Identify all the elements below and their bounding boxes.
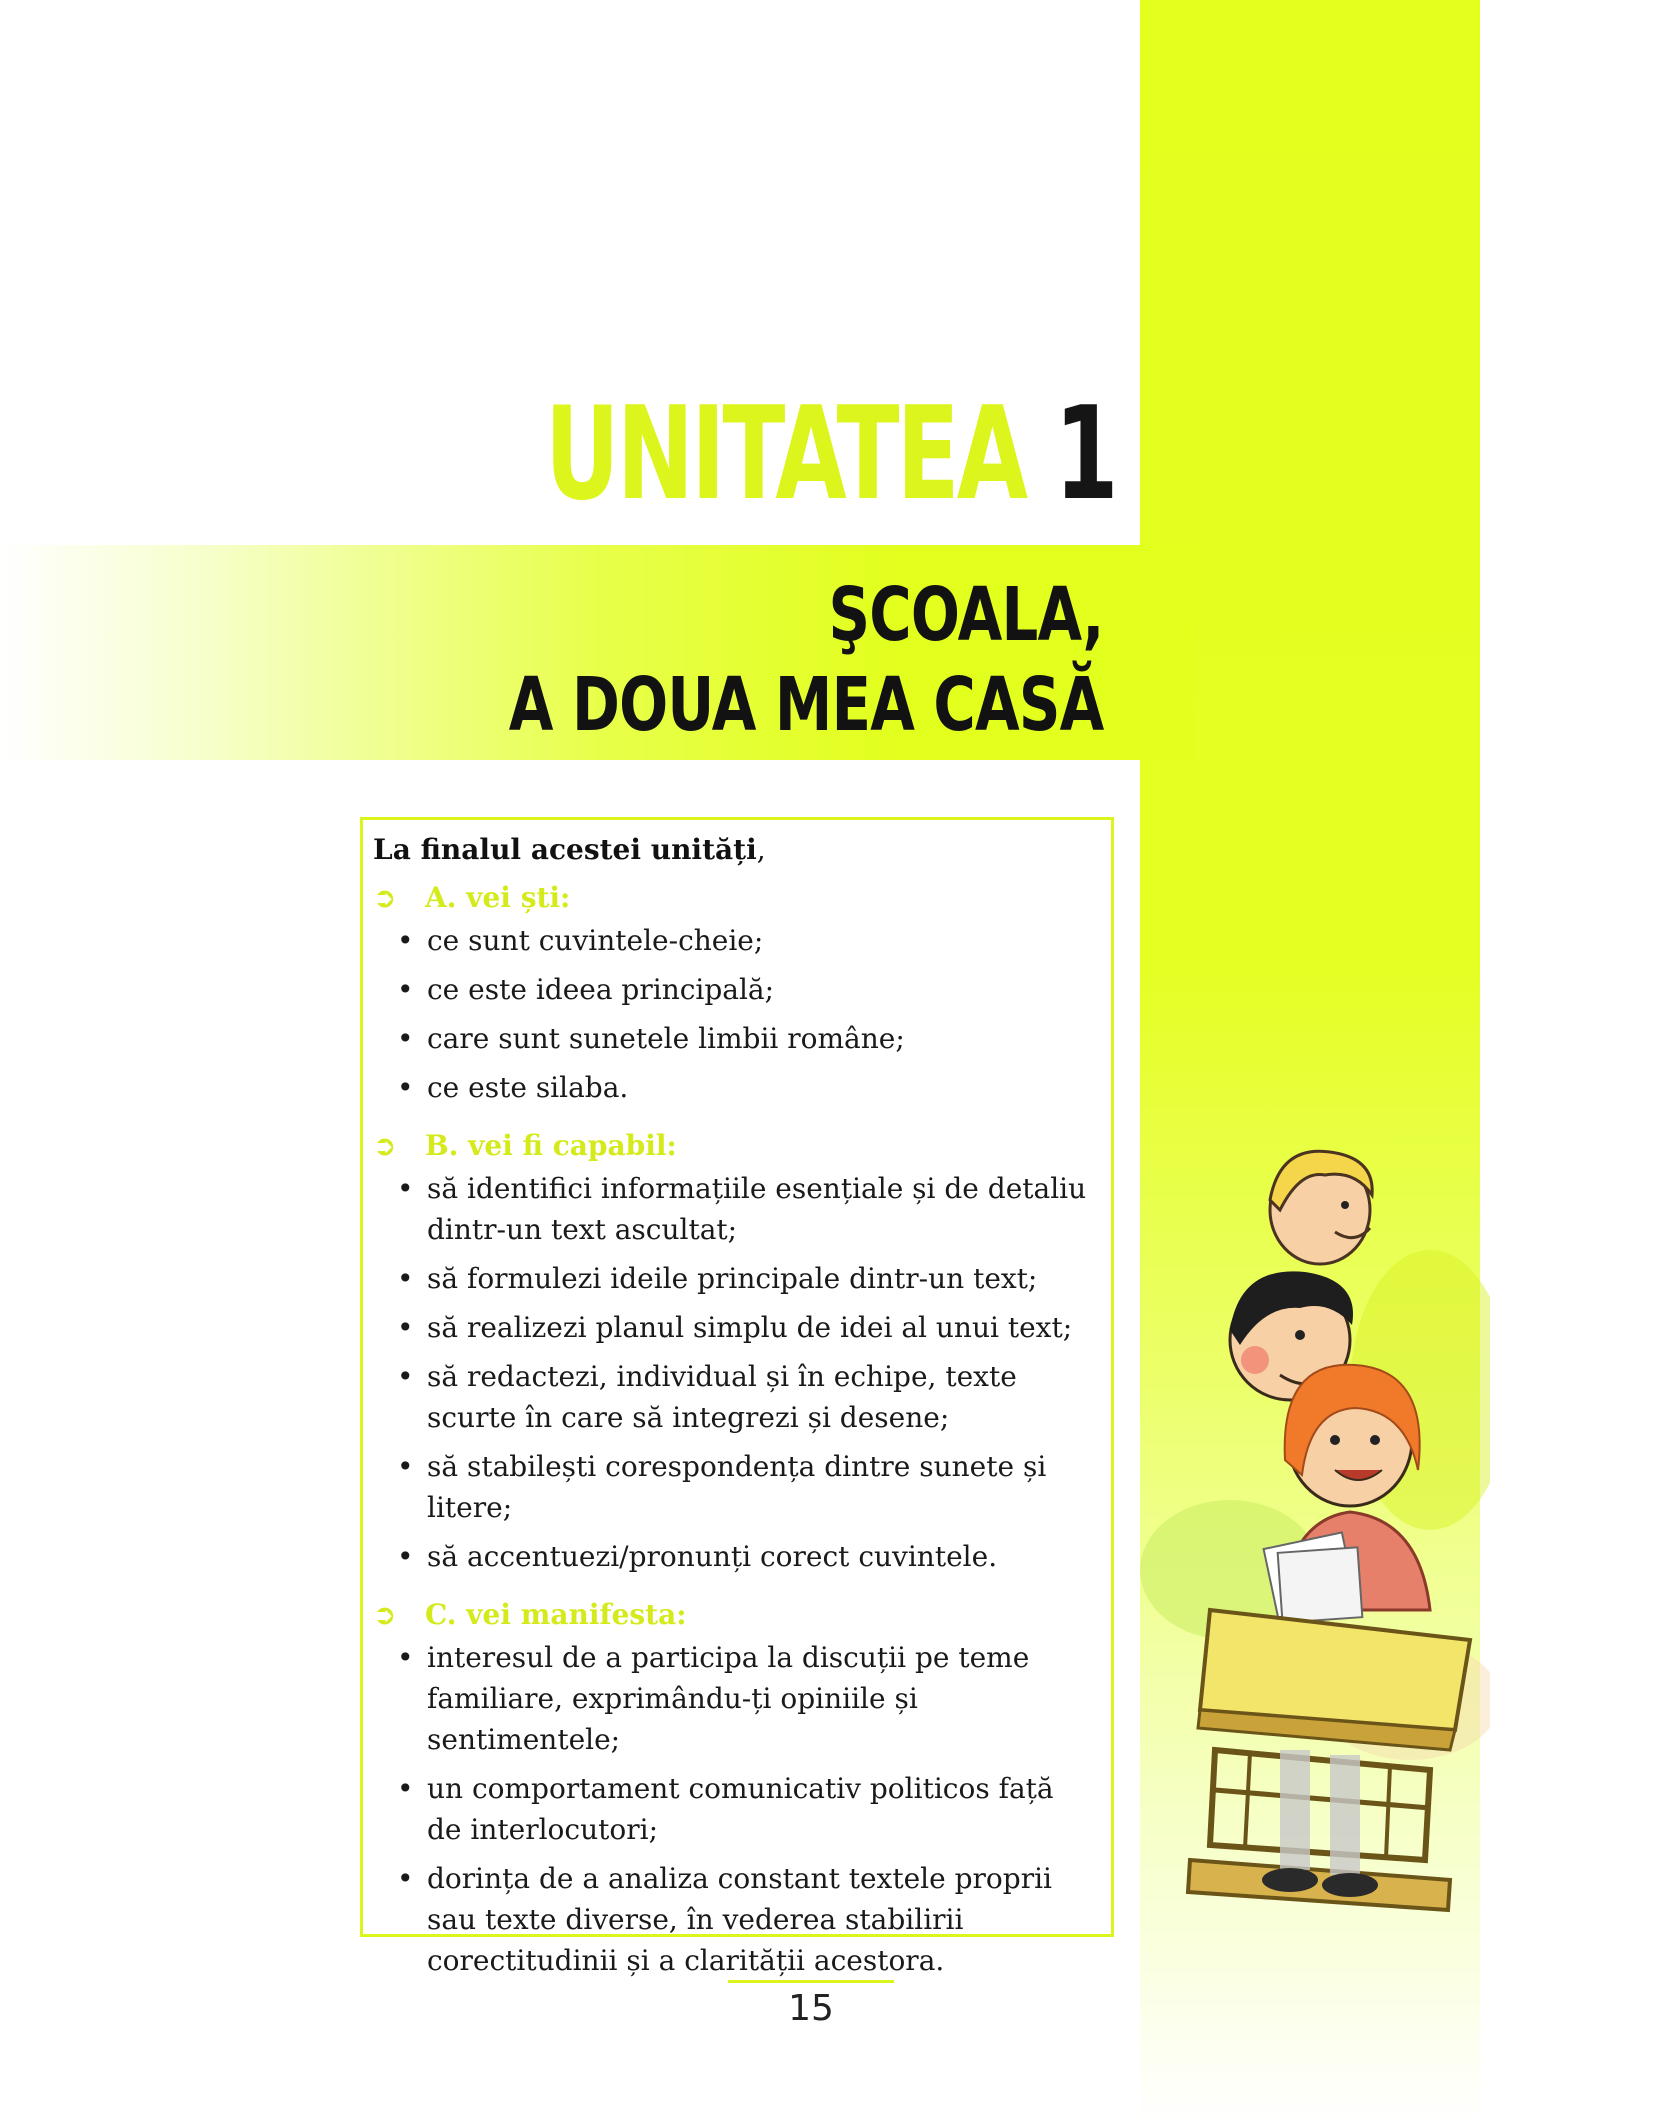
section-heading-c	[373, 1593, 1091, 1637]
list-item	[391, 1018, 1091, 1059]
list-item-text: să stabilești corespondența dintre sunete și litere;	[427, 1450, 1047, 1524]
intro-bold: La finalul acestei unități	[373, 833, 757, 866]
bullet-dot: •	[397, 1071, 414, 1104]
unit-heading	[545, 380, 1116, 530]
list-item	[391, 1768, 1091, 1850]
page-number: 15	[788, 1988, 834, 2029]
list-item-text: să realizezi planul simplu de idei al unui text;	[427, 1311, 1073, 1344]
list-item	[391, 1637, 1091, 1760]
list-item-text: ce este silaba.	[427, 1071, 629, 1104]
list-item	[391, 1446, 1091, 1528]
list-item	[391, 1858, 1091, 1981]
section-c-list	[373, 1637, 1091, 1981]
school-desk	[1188, 1610, 1470, 1910]
section-heading-b	[373, 1124, 1091, 1168]
bullet-dot: •	[397, 924, 414, 957]
list-item-text: care sunt sunetele limbii române;	[427, 1022, 905, 1055]
unit-title	[509, 570, 1104, 750]
bullet-dot: •	[397, 1862, 414, 1895]
list-item-text: un comportament comunicativ politicos față de interlocutori;	[427, 1772, 1054, 1846]
bullet-dot: •	[397, 973, 414, 1006]
section-b	[373, 1124, 1091, 1577]
boy-blond	[1270, 1151, 1372, 1264]
list-item-text: dorința de a analiza constant textele proprii sau texte diverse, în vederea stabilirii corectitudinii și a clarității acestora.	[427, 1862, 1052, 1977]
list-item-text: să identifici informațiile esențiale și de detaliu dintr-un text ascultat;	[427, 1172, 1087, 1246]
section-heading-a	[373, 876, 1091, 920]
list-item-text: ce sunt cuvintele-cheie;	[427, 924, 764, 957]
arrow-icon: ➲	[373, 1129, 397, 1162]
section-heading-label: B. vei fi capabil:	[425, 1129, 677, 1162]
section-heading-label: C. vei manifesta:	[425, 1598, 687, 1631]
unit-number: 1	[1054, 380, 1116, 529]
list-item-text: să accentuezi/pronunți corect cuvintele.	[427, 1540, 998, 1573]
bullet-dot: •	[397, 1641, 414, 1674]
unit-title-line2: A DOUA MEA CASĂ	[509, 662, 1104, 748]
bullet-dot: •	[397, 1262, 414, 1295]
arrow-icon: ➲	[373, 1598, 397, 1631]
list-item	[391, 1307, 1091, 1348]
intro-rest: ,	[756, 833, 766, 866]
bullet-dot: •	[397, 1772, 414, 1805]
objectives-box	[360, 817, 1114, 1977]
list-item	[391, 1168, 1091, 1250]
bullet-dot: •	[397, 1022, 414, 1055]
list-item-text: să redactezi, individual și în echipe, texte scurte în care să integrezi și desene;	[427, 1360, 1017, 1434]
section-b-list	[373, 1168, 1091, 1577]
bullet-dot: •	[397, 1540, 414, 1573]
list-item	[391, 1536, 1091, 1577]
list-item	[391, 920, 1091, 961]
page-number-rule	[728, 1980, 894, 1983]
section-c	[373, 1593, 1091, 1981]
list-item	[391, 1356, 1091, 1438]
section-a-list	[373, 920, 1091, 1108]
list-item	[391, 1067, 1091, 1108]
section-a	[373, 876, 1091, 1108]
objectives-intro	[373, 830, 1091, 870]
bullet-dot: •	[397, 1450, 414, 1483]
section-heading-label: A. vei ști:	[425, 881, 571, 914]
arrow-icon: ➲	[373, 881, 397, 914]
bullet-dot: •	[397, 1311, 414, 1344]
list-item	[391, 1258, 1091, 1299]
unit-title-line1: ŞCOALA,	[828, 572, 1104, 658]
list-item-text: ce este ideea principală;	[427, 973, 775, 1006]
list-item-text: interesul de a participa la discuții pe teme familiare, exprimându-ți opiniile și sentimentele;	[427, 1641, 1030, 1756]
list-item-text: să formulezi ideile principale dintr-un text;	[427, 1262, 1038, 1295]
bullet-dot: •	[397, 1360, 414, 1393]
bullet-dot: •	[397, 1172, 414, 1205]
children-at-desk-illustration	[1130, 1140, 1490, 1940]
unit-word: UNITATEA	[545, 380, 1026, 529]
list-item	[391, 969, 1091, 1010]
